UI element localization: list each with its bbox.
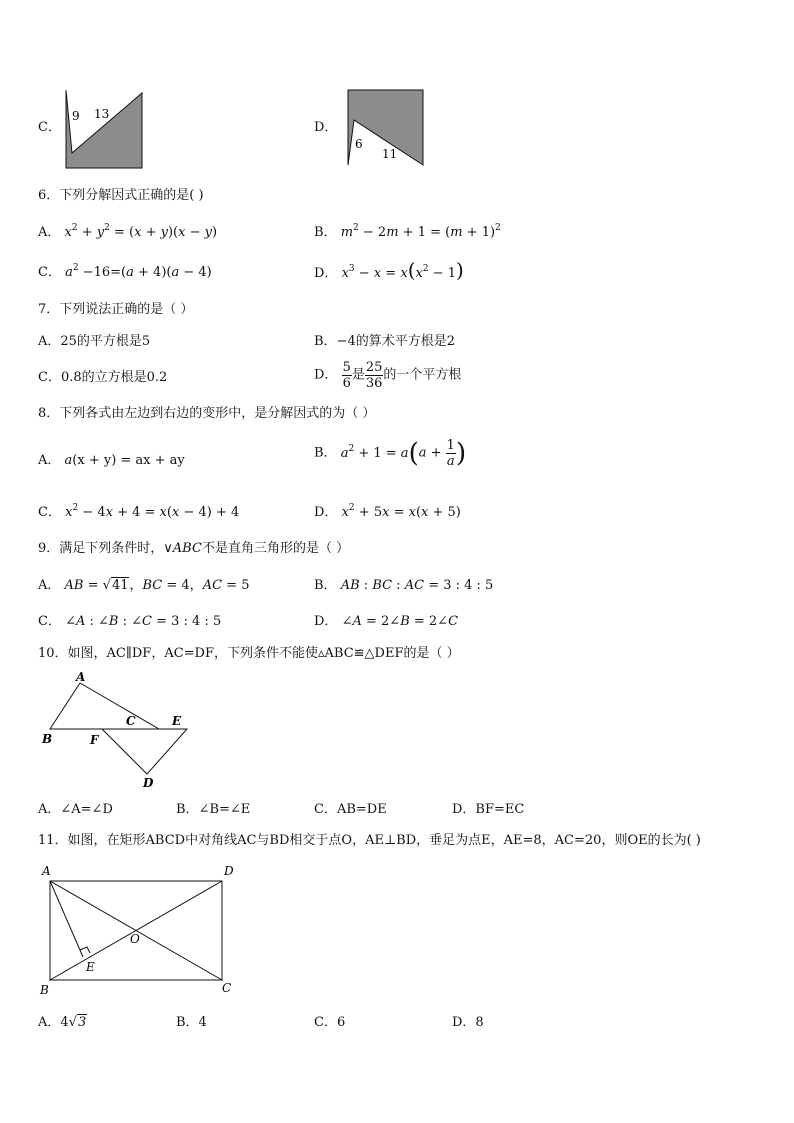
q11-option-a: A．4√3 xyxy=(38,1015,87,1030)
svg-text:C: C xyxy=(222,981,232,995)
q5-option-d-label: D． xyxy=(314,120,338,135)
q10-option-d: D．BF=EC xyxy=(452,802,525,817)
q8-option-d: D． $x^2 + 5x = x(x + 5)$ xyxy=(314,503,461,520)
q11-stem: 11．如图，在矩形ABCD中对角线AC与BD相交于点O，AE⊥BD，垂足为点E，AE=8，AC=20，则OE的长为( ) xyxy=(38,833,701,848)
svg-text:B: B xyxy=(42,732,53,746)
q9-option-a: A． AB = √41，BC = 4，AC = 5 xyxy=(38,578,250,593)
q7-option-c: C．0.8的立方根是0.2 xyxy=(38,370,168,385)
q5-c-num-13: 13 xyxy=(94,107,110,121)
svg-text:F: F xyxy=(90,733,99,747)
q6-option-a: A． $x^2 + y^2 = (x + y)(x - y)$ xyxy=(38,223,218,240)
q5-option-d-figure xyxy=(342,86,428,172)
q6-option-c: C． $a^2 -16=(a + 4)(a - 4)$ xyxy=(38,263,212,280)
q10-stem: 10．如图，AC∥DF，AC=DF，下列条件不能使▵ABC≌△DEF的是（ ） xyxy=(38,646,460,661)
q7-option-b: B．−4的算术平方根是2 xyxy=(314,334,455,349)
q5-d-num-11: 11 xyxy=(382,147,398,161)
q8-c-label: C． xyxy=(38,505,61,520)
q9-option-b: B． AB : BC : AC = 3 : 4 : 5 xyxy=(314,578,494,593)
q8-stem: 8．下列各式由左边到右边的变形中，是分解因式的为（ ） xyxy=(38,406,376,421)
svg-text:O: O xyxy=(130,932,140,946)
q10-figure xyxy=(36,666,196,794)
q9-a-label: A． xyxy=(38,578,61,593)
q8-b-label: B． xyxy=(314,445,337,461)
q8-option-a: A． a(x + y) = ax + ay xyxy=(38,453,185,468)
svg-text:E: E xyxy=(172,714,182,728)
q9-option-c: C． ∠A : ∠B : ∠C = 3 : 4 : 5 xyxy=(38,614,222,629)
q5-d-num-6: 6 xyxy=(355,137,363,151)
q5-c-num-9: 9 xyxy=(72,109,80,123)
q8-option-b: B． $a^2 + 1 = a(a$ + $\frac{1}{a}$ ) xyxy=(314,438,467,469)
q10-option-c: C．AB=DE xyxy=(314,802,387,817)
q6-c-label: C． xyxy=(38,265,61,280)
q6-option-b: B． $m^2 - 2m + 1 = (m + 1)^2$ xyxy=(314,223,501,240)
q5-option-c-label: C． xyxy=(38,120,61,135)
q6-stem: 6．下列分解因式正确的是( ) xyxy=(38,188,204,203)
q10-option-b: B．∠B=∠E xyxy=(176,802,251,817)
q9-c-label: C． xyxy=(38,614,61,629)
q7-option-a: A．25的平方根是5 xyxy=(38,334,151,349)
svg-text:D: D xyxy=(224,864,234,878)
q8-d-label: D． xyxy=(314,505,338,520)
svg-text:D: D xyxy=(143,776,154,790)
svg-text:A: A xyxy=(76,670,86,684)
svg-text:B: B xyxy=(40,983,49,997)
q11-option-c: C．6 xyxy=(314,1015,346,1030)
svg-text:A: A xyxy=(42,864,51,878)
q6-d-label: D． xyxy=(314,266,338,281)
svg-text:C: C xyxy=(126,714,136,728)
svg-text:E: E xyxy=(86,960,95,974)
q11-a-label: A． xyxy=(38,1015,61,1030)
q11-option-b: B．4 xyxy=(176,1015,207,1030)
q6-option-d: D． $x^3 - x = x(x^2 - 1)$ xyxy=(314,258,464,282)
q11-option-d: D．8 xyxy=(452,1015,484,1030)
q7-option-d: D． $\frac{5}{6}$ 是 $\frac{25}{36}$ 的一个平方根 xyxy=(314,360,462,391)
q9-option-d: D． ∠A = 2∠B = 2∠C xyxy=(314,614,459,629)
q11-figure xyxy=(36,860,242,1000)
q9-stem: 9．满足下列条件时，∨ABC不是直角三角形的是（ ） xyxy=(38,541,350,556)
q5-option-c-figure xyxy=(60,86,146,172)
q7-d-fraction-25-36: $\frac{25}{36}$ xyxy=(365,360,383,391)
q6-a-label: A． xyxy=(38,225,61,240)
q8-option-c: C． $x^2 - 4x + 4 = x(x - 4) + 4$ xyxy=(38,503,240,520)
q6-b-label: B． xyxy=(314,225,337,240)
q8-a-label: A． xyxy=(38,453,61,468)
q9-d-label: D． xyxy=(314,614,338,629)
q7-d-fraction-5-6: $\frac{5}{6}$ xyxy=(342,360,351,391)
q7-d-label: D． xyxy=(314,367,338,383)
q9-triangle-symbol: ∨ABC xyxy=(163,541,202,556)
q9-b-label: B． xyxy=(314,578,337,593)
q10-option-a: A．∠A=∠D xyxy=(38,802,113,817)
q7-stem: 7．下列说法正确的是（ ） xyxy=(38,302,194,317)
